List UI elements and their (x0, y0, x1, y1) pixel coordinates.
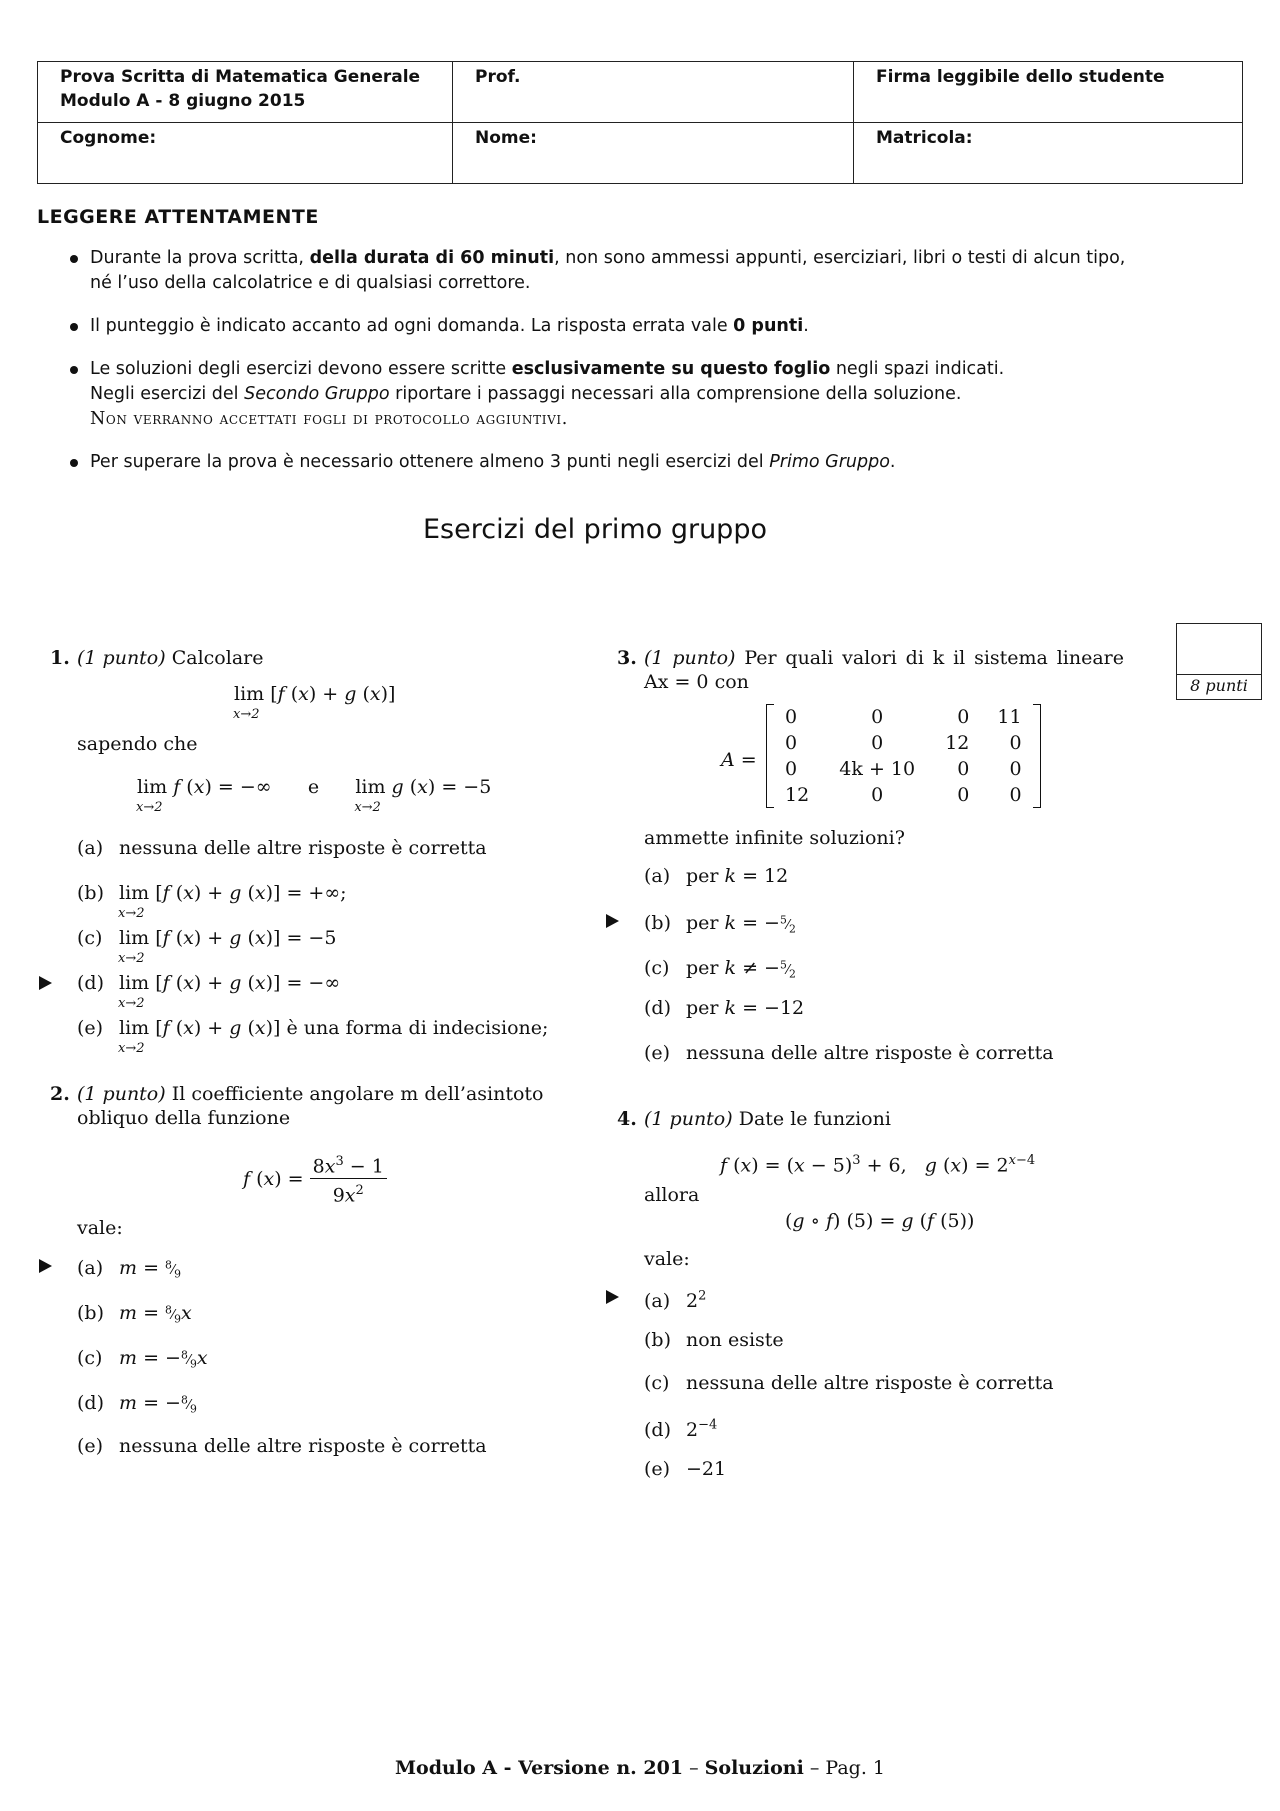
exam-title: Prova Scritta di Matematica Generale (60, 67, 421, 87)
matrix-cell: 4k + 10 (839, 758, 916, 780)
right-column (617, 646, 1125, 1481)
q2-option-a[interactable]: (a) $m = ^8⁄_9$ (77, 1254, 567, 1278)
q3-matrix: A = 0 0 0 11 0 0 12 0 0 4k + 10 0 0 12 0 0 0 (644, 700, 1124, 822)
matrix-cell: 0 (871, 706, 884, 728)
matrix-cell: 0 (957, 784, 970, 806)
signature-label: Firma leggibile dello studente (876, 67, 1165, 87)
matrix-cell: 12 (785, 784, 810, 806)
q1-option-a[interactable]: (a) nessuna delle altre risposte è corretta (77, 837, 487, 859)
q1-limit-formula: lim x→2 [f (x) + g (x)] (233, 683, 396, 722)
matrix-row (771, 756, 1036, 782)
q2-option-e[interactable]: (e) nessuna delle altre risposte è corretta (77, 1435, 487, 1457)
matrix-row (771, 704, 1036, 730)
correct-answer-marker-icon (606, 914, 619, 928)
matrix-cell: 11 (997, 706, 1022, 728)
matrix-table (771, 704, 1036, 808)
q4-option-b[interactable]: (b) non esiste (644, 1329, 784, 1351)
question-3-header: 3. (1 punto) Per quali valori di k il sistema lineare (617, 647, 1125, 669)
bullet-dot (70, 323, 78, 331)
q3-option-b[interactable]: (b) per $k = -^5⁄_2$ (644, 909, 1124, 933)
q2-option-d[interactable]: (d) $m = -^8⁄_9$ (77, 1392, 197, 1416)
matrix-cell: 0 (871, 784, 884, 806)
instruction-item: Per superare la prova è necessario ottenere almeno 3 punti negli esercizi del Primo Gruppo. (62, 450, 1192, 475)
instruction-item: Il punteggio è indicato accanto ad ogni domanda. La risposta errata vale 0 punti. (62, 314, 1192, 339)
q4-option-d[interactable]: (d) $2^{-4}$ (644, 1418, 718, 1442)
section-title: Esercizi del primo gruppo (423, 514, 767, 545)
correct-answer-marker-icon (39, 1259, 52, 1273)
left-column (50, 646, 567, 1458)
bullet-dot (70, 255, 78, 263)
q4-composition-formula: (g ∘ f) (5) = g (f (5)) (785, 1210, 975, 1232)
question-1-header: 1. (1 punto) Calcolare (50, 647, 264, 669)
exam-date: Modulo A - 8 giugno 2015 (60, 91, 306, 111)
q4-functions-formula: f $(x) = (x - 5)^3 + 6$, g $(x) = 2^{x-4}$ (720, 1153, 1036, 1177)
matricola-cell[interactable] (854, 123, 1243, 184)
surname-cell[interactable] (38, 123, 453, 184)
matrix-cell: 0 (1009, 758, 1022, 780)
bullet-dot (70, 459, 78, 467)
matrix-cell: 0 (785, 732, 798, 754)
header-table (37, 61, 1243, 184)
score-box-divider (1177, 674, 1261, 675)
matrix-cell: 0 (785, 706, 798, 728)
q1-given-limits: lim x→2 f (x) = −∞ e lim x→2 g (x) = −5 (136, 776, 492, 815)
name-label: Nome: (475, 128, 537, 148)
prof-cell[interactable] (453, 62, 854, 123)
matrix-row (771, 730, 1036, 756)
q3-option-a[interactable]: (a) per k = 12 (644, 865, 789, 887)
page-footer: Modulo A - Versione n. 201 – Soluzioni – Pag. 1 (395, 1757, 885, 1779)
q1-option-c[interactable]: (c) lim x→2 [f (x) + g (x)] = −5 (77, 927, 337, 966)
q4-option-a[interactable]: (a) $2^2$ (644, 1285, 1124, 1309)
matrix-cell: 0 (785, 758, 798, 780)
question-1 (50, 646, 567, 1056)
q2-function-formula: f (x) = $\frac{8x^3 - 1}{9x^2}$ (77, 1130, 567, 1208)
instructions-list (62, 246, 1192, 493)
q2-option-c[interactable]: (c) $m = -^8⁄_9x$ (77, 1347, 208, 1371)
q3-option-e[interactable]: (e) nessuna delle altre risposte è corretta (644, 1042, 1054, 1064)
q4-option-c[interactable]: (c) nessuna delle altre risposte è corretta (644, 1372, 1054, 1394)
q3-option-d[interactable]: (d) per k = −12 (644, 997, 805, 1019)
q4-option-e[interactable]: (e) −21 (644, 1458, 727, 1480)
matrix-cell: 0 (957, 758, 970, 780)
exam-title-cell (38, 62, 453, 123)
instructions-heading: LEGGERE ATTENTAMENTE (37, 206, 319, 228)
question-2-header: 2. (1 punto) Il coefficiente angolare m dell’asintoto (50, 1083, 544, 1105)
matrix-cell: 12 (945, 732, 970, 754)
q1-option-b[interactable]: (b) lim x→2 [f (x) + g (x)] = +∞; (77, 882, 347, 921)
matrix-cell: 0 (1009, 732, 1022, 754)
matrix-cell: 0 (1009, 784, 1022, 806)
q3-option-c[interactable]: (c) per $k \ne -^5⁄_2$ (644, 957, 796, 981)
q1-option-e[interactable]: (e) lim x→2 [f (x) + g (x)] è una forma di indecisione; (77, 1017, 549, 1056)
q1-option-d[interactable]: (d) lim x→2 [f (x) + g (x)] = −∞ (77, 971, 567, 995)
signature-cell[interactable] (854, 62, 1243, 123)
instruction-item: Le soluzioni degli esercizi devono essere scritte esclusivamente su questo foglio negli spazi indicati. Negli esercizi del Secondo Gruppo riportare i passaggi necessari alla comprensione della soluzione. Non verranno accettati fogli di protocollo aggiuntivi. (62, 357, 1192, 432)
matrix-cell: 0 (957, 706, 970, 728)
correct-answer-marker-icon (606, 1290, 619, 1304)
instruction-item: Durante la prova scritta, della durata di 60 minuti, non sono ammessi appunti, eserciziari, libri o testi di alcun tipo, né l’uso della calcolatrice e di qualsiasi correttore. (62, 246, 1192, 296)
matricola-label: Matricola: (876, 128, 973, 148)
question-2: 2. (1 punto) Il coefficiente angolare m dell’asintoto obliquo della funzione f (x) = $\frac{8x^3 - 1}{9x^2}$ vale: (a) $m = ^8⁄_9$ (b) $m = ^8⁄_9x$ (c) $m = -^8⁄_9x$ (d) $m = -^8⁄_9$ (e) nessuna delle altre risposte è corretta (77, 1082, 567, 1458)
name-cell[interactable] (453, 123, 854, 184)
score-box-label: 8 punti (1190, 676, 1248, 695)
surname-label: Cognome: (60, 128, 157, 148)
score-box[interactable] (1176, 623, 1262, 700)
question-4-header: 4. (1 punto) Date le funzioni (617, 1108, 891, 1130)
q1-knowing: sapendo che (77, 733, 198, 755)
correct-answer-marker-icon (39, 976, 52, 990)
q2-option-b[interactable]: (b) $m = ^8⁄_9x$ (77, 1302, 192, 1326)
bullet-dot (70, 366, 78, 374)
matrix-cell: 0 (871, 732, 884, 754)
prof-label: Prof. (475, 67, 521, 87)
question-3: 3. (1 punto) Per quali valori di k il sistema lineare Ax = 0 con A = 0 0 0 11 0 0 12 0 0 4k + 10 0 0 12 0 0 0 ammette infinite soluzioni? (a) per k = 12 (b) per $k = -^5⁄_2$ (c) per $k \ne -^5⁄_2$ (d) per k = −12 (e) nessuna delle altre risposte è corretta (644, 646, 1124, 1065)
matrix-row (771, 782, 1036, 808)
question-4: 4. (1 punto) Date le funzioni f $(x) = (x - 5)^3 + 6$, g $(x) = 2^{x-4}$ allora (g ∘ f) (5) = g (f (5)) vale: (a) $2^2$ (b) non esiste (c) nessuna delle altre risposte è corretta (d) $2^{-4}$ (e) −21 (644, 1107, 1124, 1481)
